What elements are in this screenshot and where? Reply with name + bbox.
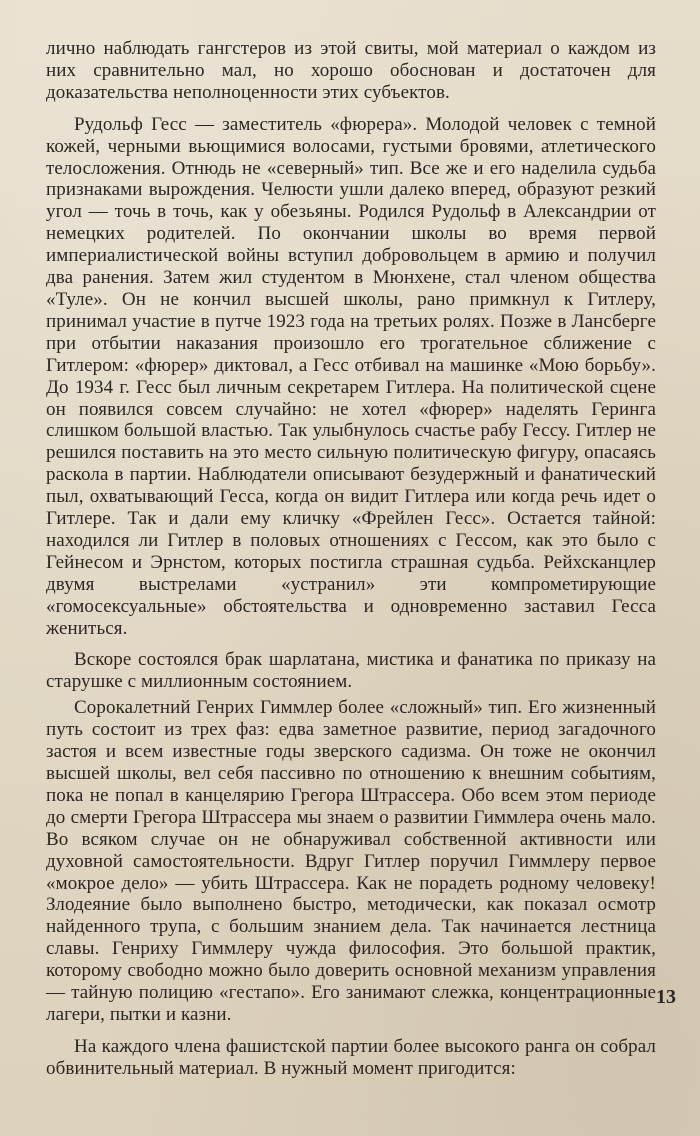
paragraph-continuation: лично наблюдать гангстеров из этой свиты, мой материал о каждом из них сравнительно мал, но хорошо обоснован и достаточен для доказательства неполноценности этих субъектов.	[46, 38, 656, 103]
paragraph-hess: Рудольф Гесс — заместитель «фюрера». Молодой человек с темной кожей, черными вьющимися волосами, густыми бровями, атлетического телосложения. Отнюдь не «северный» тип. Все же и его наделила судьба признаками вырождения. Челюсти ушли далеко вперед, образуют резкий угол — точь в точь, как у обезьяны. Родился Рудольф в Александрии от немецких родителей. По окончании школы во время первой империалистической войны вступил добровольцем в армию и получил два ранения. Затем жил студентом в Мюнхене, стал членом общества «Туле». Он не кончил высшей школы, рано примкнул к Гитлеру, принимал участие в путче 1923 года на третьих ролях. Позже в Лансберге при отбытии наказания произошло его трогательное сближение с Гитлером: «фюрер» диктовал, а Гесс отбивал на машинке «Мою борьбу». До 1934 г. Гесс был личным секретарем Гитлера. На политической сцене он появился совсем случайно: не хотел «фюрер» наделять Геринга слишком большой властью. Так улыбнулось счастье рабу Гессу. Гитлер не решился поставить на это место сильную политическую фигуру, опасаясь раскола в партии. Наблюдатели описывают безудержный и фанатический пыл, охватывающий Гесса, когда он видит Гитлера или когда речь идет о Гитлере. Так и дали ему кличку «Фрейлен Гесс». Остается тайной: находился ли Гитлер в половых отношениях с Гессом, как это было с Гейнесом и Эрнстом, которых постигла страшная судьба. Рейхсканцлер двумя выстрелами «устранил» эти компрометирующие «гомосексуальные» обстоятельства и одновременно заставил Гесса жениться.	[46, 113, 656, 639]
page-text	[46, 38, 656, 1080]
page-number: 13	[656, 986, 676, 1008]
paragraph-dossiers: На каждого члена фашистской партии более высокого ранга он собрал обвинительный материал. В нужный момент пригодится:	[46, 1035, 656, 1079]
paragraph-marriage: Вскоре состоялся брак шарлатана, мистика и фанатика по приказу на старушке с миллионным состоянием.	[46, 649, 656, 693]
paragraph-himmler: Сорокалетний Генрих Гиммлер более «сложный» тип. Его жизненный путь состоит из трех фаз: едва заметное развитие, период загадочного застоя и всем известные годы зверского садизма. Он тоже не окончил высшей школы, вел себя пассивно по отношению к внешним событиям, пока не попал в канцелярию Грегора Штрассера. Обо всем этом периоде до смерти Грегора Штрассера мы знаем о развитии Гиммлера очень мало. Во всяком случае он не обнаруживал собственной активности или духовной самостоятельности. Вдруг Гитлер поручил Гиммлеру первое «мокрое дело» — убить Штрассера. Как не порадеть родному человеку! Злодеяние было выполнено быстро, методически, как показал осмотр найденного трупа, с большим знанием дела. Так начинается лестница славы. Генриху Гиммлеру чужда философия. Это большой практик, которому свободно можно было доверить основной механизм управления — тайную полицию «гестапо». Его занимают слежка, концентрационные лагери, пытки и казни.	[46, 697, 656, 1025]
